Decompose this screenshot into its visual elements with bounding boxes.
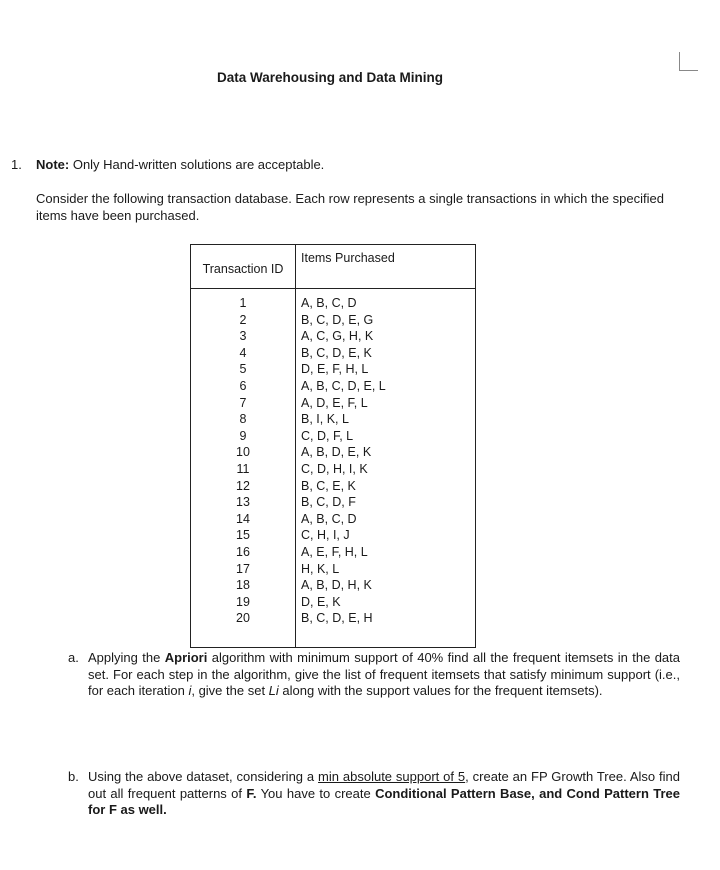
transaction-id-column xyxy=(191,289,296,648)
text: , create an FP Growth Tree. Also find out all frequent patterns of xyxy=(88,769,681,801)
transaction-id: 19 xyxy=(236,594,250,609)
transaction-items: A, D, E, F, L xyxy=(301,395,368,410)
text: along with the support values for the frequent itemsets). xyxy=(278,683,603,698)
bold-text: Conditional Pattern Base, and Cond Pattern Tree for F as well. xyxy=(88,785,680,817)
column-header-items-purchased: Items Purchased xyxy=(296,245,476,289)
transaction-id: 11 xyxy=(236,461,250,476)
italic-text: Li xyxy=(268,683,279,698)
transaction-items: D, E, K xyxy=(301,594,341,609)
text: , give the set xyxy=(191,683,269,698)
part-b xyxy=(68,769,680,819)
note-text: Only Hand-written solutions are acceptable. xyxy=(69,157,325,172)
text: You have to create xyxy=(256,785,376,801)
text: algorithm with minimum support of 40% find all the frequent itemsets in the data set. For each step in the algorithm, give the list of frequent itemsets that satisfy minimum support (i.e., for each iteration xyxy=(88,650,680,698)
table-header-row xyxy=(191,245,476,289)
transaction-table xyxy=(190,244,476,648)
transaction-items: A, B, C, D, E, L xyxy=(301,378,386,393)
transaction-items: B, C, E, K xyxy=(301,478,356,493)
page-corner-mark xyxy=(679,52,698,71)
transaction-items: A, C, G, H, K xyxy=(301,329,374,344)
part-a xyxy=(68,650,680,700)
items-column xyxy=(296,289,476,648)
transaction-id: 17 xyxy=(236,561,250,576)
note xyxy=(36,157,324,172)
transaction-id: 6 xyxy=(239,378,247,393)
transaction-items: A, B, C, D xyxy=(301,296,357,310)
text: Applying the xyxy=(88,650,165,665)
transaction-id: 8 xyxy=(239,412,247,427)
transaction-items: C, H, I, J xyxy=(301,528,350,543)
transaction-id: 20 xyxy=(236,611,250,626)
transaction-id: 12 xyxy=(236,478,250,493)
transaction-id: 5 xyxy=(239,362,247,377)
text: Using the above dataset, considering a xyxy=(88,769,319,784)
transaction-items: A, B, D, E, K xyxy=(301,445,372,460)
transaction-id: 10 xyxy=(236,445,250,460)
part-a-text xyxy=(88,650,680,700)
bold-text: F. xyxy=(246,785,257,801)
transaction-items: H, K, L xyxy=(301,561,340,576)
transaction-items: C, D, H, I, K xyxy=(301,461,368,476)
transaction-items: B, I, K, L xyxy=(301,412,349,427)
transaction-id: 2 xyxy=(239,312,247,327)
transaction-items: A, E, F, H, L xyxy=(301,544,368,559)
column-header-transaction-id: Transaction ID xyxy=(191,245,296,289)
part-b-text xyxy=(88,769,680,819)
transaction-items: B, C, D, E, H xyxy=(301,611,373,626)
transaction-items: C, D, F, L xyxy=(301,428,354,443)
transaction-id: 16 xyxy=(236,544,250,559)
bold-text: Apriori xyxy=(164,650,208,665)
table-body-row xyxy=(191,289,476,648)
transaction-id: 7 xyxy=(239,395,247,410)
transaction-id: 3 xyxy=(239,329,247,344)
transaction-id: 13 xyxy=(236,495,250,510)
underlined-text: min absolute support of 5 xyxy=(318,769,466,784)
note-label: Note: xyxy=(36,157,70,172)
transaction-id: 1 xyxy=(239,296,247,310)
transaction-items: B, C, D, E, K xyxy=(301,345,372,360)
intro-paragraph: Consider the following transaction database. Each row represents a single transactions in which the specified items have been purchased. xyxy=(36,191,664,223)
transaction-items: A, B, D, H, K xyxy=(301,578,372,593)
transaction-items: B, C, D, E, G xyxy=(301,312,374,327)
transaction-id: 4 xyxy=(239,345,247,360)
transaction-id: 9 xyxy=(239,428,247,443)
transaction-id: 14 xyxy=(236,511,250,526)
part-a-label: a. xyxy=(68,650,79,665)
part-b-label: b. xyxy=(68,769,79,784)
transaction-id: 18 xyxy=(236,578,250,593)
italic-text: i xyxy=(188,683,192,698)
transaction-items: B, C, D, F xyxy=(301,495,356,510)
transaction-items: D, E, F, H, L xyxy=(301,362,369,377)
question-number: 1. xyxy=(11,157,22,172)
transaction-items: A, B, C, D xyxy=(301,511,357,526)
page-title: Data Warehousing and Data Mining xyxy=(216,70,443,85)
transaction-id: 15 xyxy=(236,528,250,543)
